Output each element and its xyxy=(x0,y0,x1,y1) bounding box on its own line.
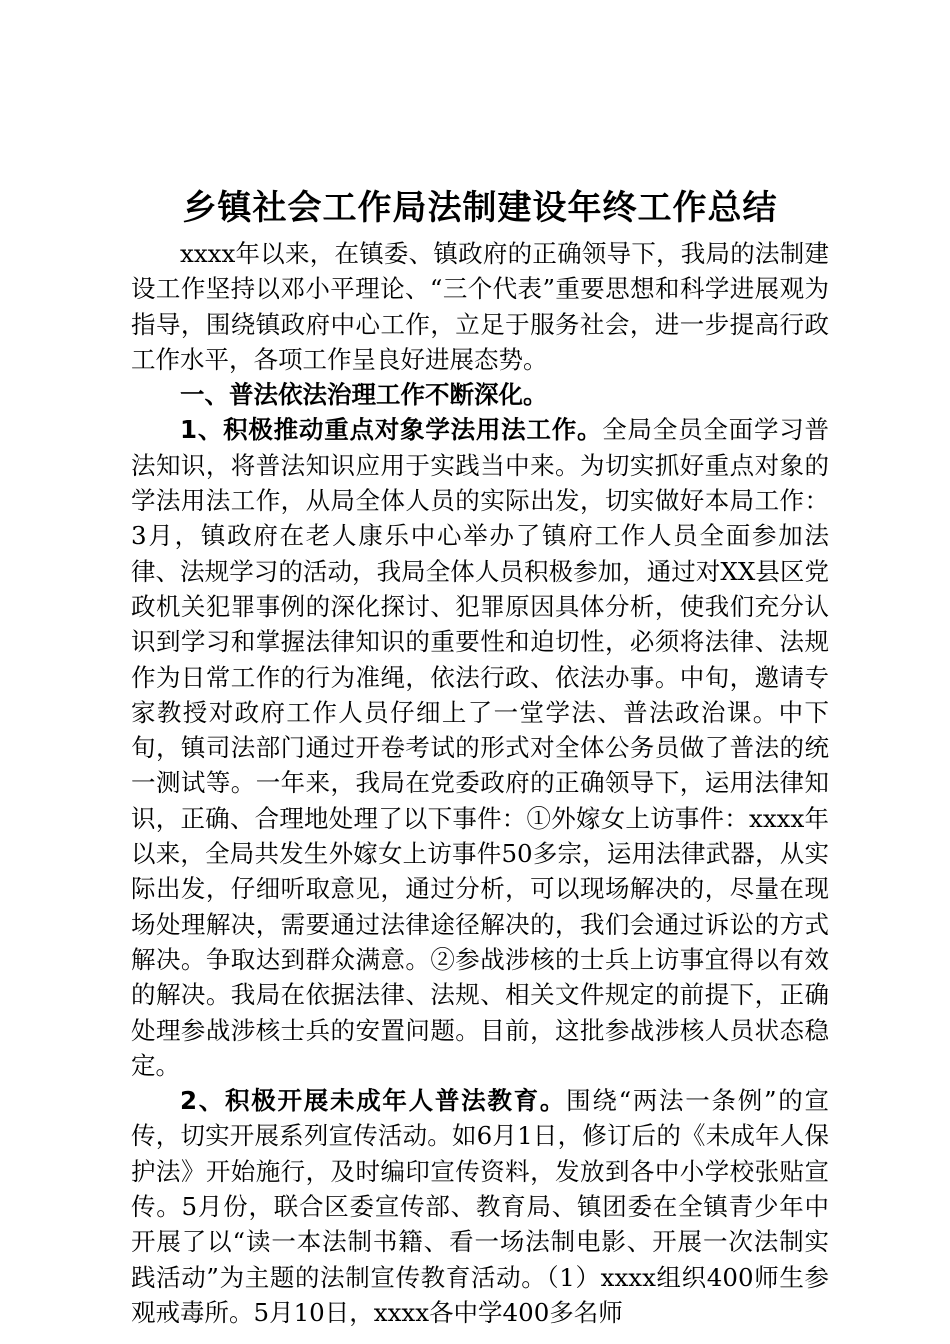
section-heading-1: 一、普法依法治理工作不断深化。 xyxy=(180,380,548,410)
intro-paragraph: xxxx年以来，在镇委、镇政府的正确领导下，我局的法制建设工作坚持以邓小平理论、“三个代表”重要思想和科学进展观为指导，围绕镇政府中心工作，立足于服务社会，进一步提高行政工作水平，各项工作呈良好进展态势。 xyxy=(131,239,829,374)
document-body xyxy=(131,236,829,1330)
item-1-lead: 1、积极推动重点对象学法用法工作。 xyxy=(180,415,603,445)
paragraph-item-2 xyxy=(131,1083,829,1330)
item-2-text: 围绕“两法一条例”的宣传，切实开展系列宣传活动。如6月1日，修订后的《未成年人保护法》开始施行，及时编印宣传资料，发放到各中小学校张贴宣传。5月份，联合区委宣传部、教育局、镇团委在全镇青少年中开展了以“读一本法制书籍、看一场法制电影、开展一次法制实践活动”为主题的法制宣传教育活动。（1）xxxx组织400师生参观戒毒所。5月10日，xxxx各中学400多名师 xyxy=(131,1086,829,1327)
paragraph-item-1 xyxy=(131,412,829,1083)
item-1-text: 全局全员全面学习普法知识，将普法知识应用于实践当中来。为切实抓好重点对象的学法用法工作，从局全体人员的实际出发，切实做好本局工作：3月，镇政府在老人康乐中心举办了镇府工作人员全面参加法律、法规学习的活动，我局全体人员积极参加，通过对XX县区党政机关犯罪事例的深化探讨、犯罪原因具体分析，使我们充分认识到学习和掌握法律知识的重要性和迫切性，必须将法律、法规作为日常工作的行为准绳，依法行政、依法办事。中旬，邀请专家教授对政府工作人员仔细上了一堂学法、普法政治课。中下旬，镇司法部门通过开卷考试的形式对全体公务员做了普法的统一测试等。一年来，我局在党委政府的正确领导下，运用法律知识，正确、合理地处理了以下事件：①外嫁女上访事件：xxxx年以来，全局共发生外嫁女上访事件50多宗，运用法律武器，从实际出发，仔细听取意见，通过分析，可以现场解决的，尽量在现场处理解决，需要通过法律途径解决的，我们会通过诉讼的方式解决。争取达到群众满意。②参战涉核的士兵上访事宜得以有效的解决。我局在依据法律、法规、相关文件规定的前提下，正确处理参战涉核士兵的安置问题。目前，这批参战涉核人员状态稳定。 xyxy=(131,415,830,1080)
document-title: 乡镇社会工作局法制建设年终工作总结 xyxy=(182,188,778,228)
item-2-lead: 2、积极开展未成年人普法教育。 xyxy=(180,1086,567,1116)
